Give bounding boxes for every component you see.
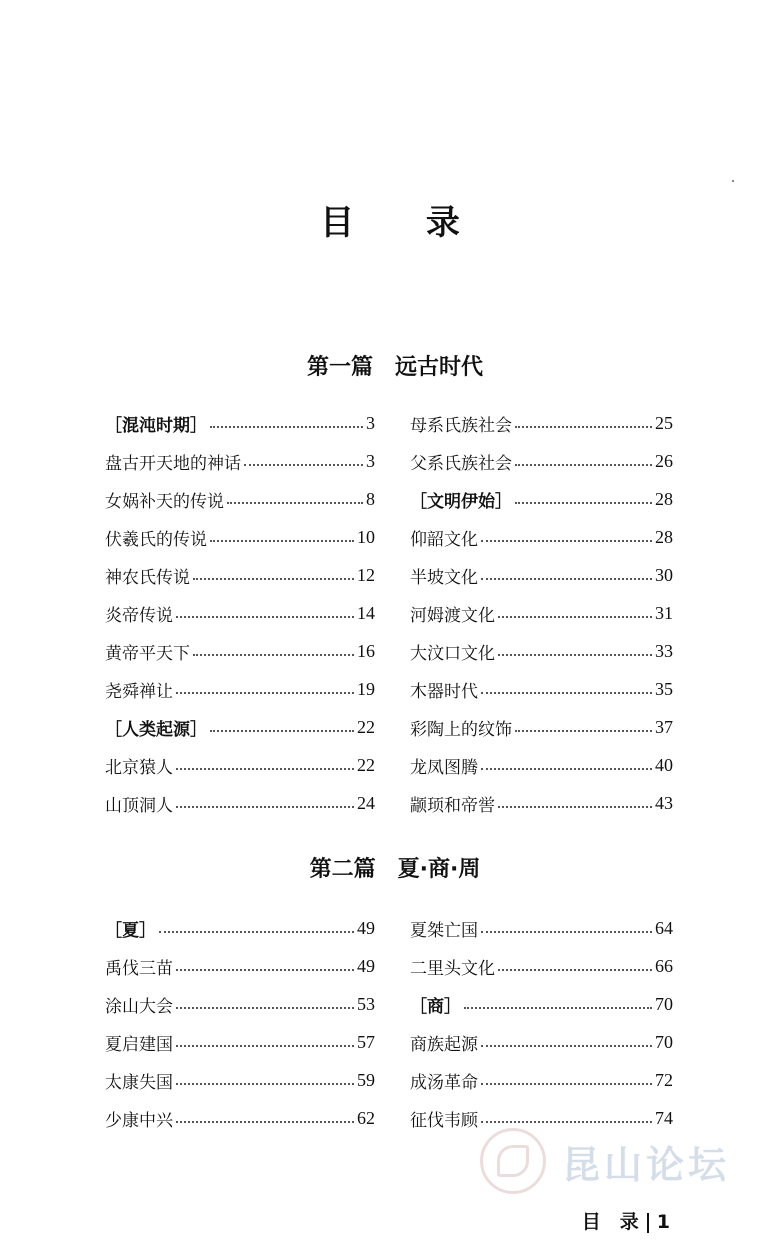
toc-section-heading[interactable] <box>410 484 673 514</box>
toc-entry[interactable] <box>410 598 673 628</box>
dot-leader <box>176 1121 354 1123</box>
dot-leader <box>159 931 354 933</box>
toc-entry-title: 仰韶文化 <box>410 529 478 550</box>
toc-entry-page-number: 64 <box>655 917 673 938</box>
toc-entry-page-number: 22 <box>357 754 375 775</box>
toc-entry-page-number: 49 <box>357 955 375 976</box>
toc-entry[interactable] <box>410 446 673 476</box>
dot-leader <box>176 1045 354 1047</box>
toc-entry-title: 父系氏族社会 <box>410 453 512 474</box>
toc-entry-title: ［商］ <box>410 996 461 1017</box>
dot-leader <box>210 730 354 732</box>
watermark-seal-icon <box>480 1128 546 1194</box>
toc-entry-page-number: 33 <box>655 640 673 661</box>
toc-section-heading[interactable] <box>410 989 673 1019</box>
toc-entry-page-number: 53 <box>357 993 375 1014</box>
toc-entry-page-number: 30 <box>655 564 673 585</box>
toc-entry-title: 商族起源 <box>410 1034 478 1055</box>
dot-leader <box>481 578 652 580</box>
toc-entry-page-number: 59 <box>357 1069 375 1090</box>
toc-entry-page-number: 3 <box>366 450 375 471</box>
dot-leader <box>210 540 354 542</box>
toc-entry-page-number: 62 <box>357 1107 375 1128</box>
toc-entry[interactable] <box>410 674 673 704</box>
toc-entry-page-number: 28 <box>655 526 673 547</box>
dot-leader <box>176 692 354 694</box>
page-title: 目 录 <box>320 203 490 243</box>
toc-entry[interactable] <box>105 636 375 666</box>
toc-entry-page-number: 26 <box>655 450 673 471</box>
toc-section-heading[interactable] <box>105 913 375 943</box>
dot-leader <box>515 502 652 504</box>
dot-leader <box>464 1007 652 1009</box>
toc-entry-title: 尧舜禅让 <box>105 681 173 702</box>
toc-entry[interactable] <box>410 712 673 742</box>
toc-entry-title: 盘古开天地的神话 <box>105 453 241 474</box>
toc-entry-page-number: 70 <box>655 993 673 1014</box>
toc-entry[interactable] <box>410 560 673 590</box>
dot-leader <box>498 969 652 971</box>
toc-entry-page-number: 37 <box>655 716 673 737</box>
toc-entry-title: 伏羲氏的传说 <box>105 529 207 550</box>
toc-entry[interactable] <box>105 484 375 514</box>
toc-entry-title: 成汤革命 <box>410 1072 478 1093</box>
toc-entry-title: 夏启建国 <box>105 1034 173 1055</box>
dot-leader <box>481 1083 652 1085</box>
toc-entry-page-number: 8 <box>366 488 375 509</box>
toc-entry[interactable] <box>410 1027 673 1057</box>
toc-entry-page-number: 10 <box>357 526 375 547</box>
footer-divider <box>647 1213 649 1233</box>
toc-entry-page-number: 70 <box>655 1031 673 1052</box>
dot-leader <box>176 616 354 618</box>
toc-entry-title: 夏桀亡国 <box>410 920 478 941</box>
footer-label: 目 录 <box>581 1211 639 1233</box>
toc-section-heading[interactable] <box>105 712 375 742</box>
watermark <box>480 1128 730 1194</box>
toc-entry-title: 神农氏传说 <box>105 567 190 588</box>
toc-entry-page-number: 35 <box>655 678 673 699</box>
dot-leader <box>481 768 652 770</box>
toc-entry-page-number: 3 <box>366 412 375 433</box>
toc-entry-title: 少康中兴 <box>105 1110 173 1131</box>
scan-speck <box>732 180 734 182</box>
toc-entry[interactable] <box>105 598 375 628</box>
toc-entry[interactable] <box>105 674 375 704</box>
watermark-text: 昆山论坛 <box>562 1142 731 1187</box>
dot-leader <box>193 654 354 656</box>
toc-entry-title: 大汶口文化 <box>410 643 495 664</box>
toc-entry[interactable] <box>105 446 375 476</box>
toc-entry-title: 山顶洞人 <box>105 795 173 816</box>
toc-entry-page-number: 25 <box>655 412 673 433</box>
toc-entry-page-number: 66 <box>655 955 673 976</box>
toc-entry[interactable] <box>105 560 375 590</box>
toc-entry-title: ［混沌时期］ <box>105 415 207 436</box>
toc-entry[interactable] <box>410 951 673 981</box>
dot-leader <box>176 768 354 770</box>
toc-entry-page-number: 31 <box>655 602 673 623</box>
footer-page-number: 1 <box>656 1211 670 1233</box>
toc-entry[interactable] <box>410 788 673 818</box>
toc-entry-title: 母系氏族社会 <box>410 415 512 436</box>
dot-leader <box>481 692 652 694</box>
dot-leader <box>193 578 354 580</box>
toc-entry[interactable] <box>105 1103 375 1133</box>
dot-leader <box>481 1121 652 1123</box>
toc-entry-title: 禹伐三苗 <box>105 958 173 979</box>
toc-entry[interactable] <box>410 522 673 552</box>
toc-entry-title: 龙凤图腾 <box>410 757 478 778</box>
toc-entry-title: 女娲补天的传说 <box>105 491 224 512</box>
toc-entry-title: 河姆渡文化 <box>410 605 495 626</box>
part-1-heading: 第一篇 远古时代 <box>306 355 483 380</box>
dot-leader <box>498 654 652 656</box>
toc-entry[interactable] <box>105 1065 375 1095</box>
toc-entry[interactable] <box>410 636 673 666</box>
toc-entry-page-number: 49 <box>357 917 375 938</box>
toc-entry-title: 北京猿人 <box>105 757 173 778</box>
dot-leader <box>210 426 363 428</box>
toc-entry-page-number: 43 <box>655 792 673 813</box>
dot-leader <box>481 931 652 933</box>
toc-entry-title: 彩陶上的纹饰 <box>410 719 512 740</box>
dot-leader <box>515 464 652 466</box>
part-2-heading: 第二篇 夏·商·周 <box>309 857 481 882</box>
dot-leader <box>176 1007 354 1009</box>
dot-leader <box>244 464 363 466</box>
toc-entry[interactable] <box>105 750 375 780</box>
toc-entry-title: 颛顼和帝喾 <box>410 795 495 816</box>
toc-entry[interactable] <box>410 750 673 780</box>
toc-entry-title: ［夏］ <box>105 920 156 941</box>
toc-entry-title: 黄帝平天下 <box>105 643 190 664</box>
toc-entry-page-number: 22 <box>357 716 375 737</box>
toc-entry-title: 二里头文化 <box>410 958 495 979</box>
toc-entry-title: 半坡文化 <box>410 567 478 588</box>
dot-leader <box>498 806 652 808</box>
dot-leader <box>176 969 354 971</box>
dot-leader <box>176 806 354 808</box>
toc-entry-page-number: 72 <box>655 1069 673 1090</box>
toc-entry-page-number: 74 <box>655 1107 673 1128</box>
toc-entry-title: 征伐韦顾 <box>410 1110 478 1131</box>
toc-section-heading[interactable] <box>105 408 375 438</box>
toc-entry-page-number: 40 <box>655 754 673 775</box>
toc-entry-page-number: 16 <box>357 640 375 661</box>
toc-entry[interactable] <box>105 951 375 981</box>
dot-leader <box>481 1045 652 1047</box>
toc-entry-page-number: 57 <box>357 1031 375 1052</box>
toc-entry-page-number: 19 <box>357 678 375 699</box>
toc-entry-page-number: 28 <box>655 488 673 509</box>
dot-leader <box>515 426 652 428</box>
toc-entry-page-number: 24 <box>357 792 375 813</box>
toc-entry[interactable] <box>105 522 375 552</box>
toc-entry[interactable] <box>410 1065 673 1095</box>
dot-leader <box>227 502 363 504</box>
toc-entry-title: 太康失国 <box>105 1072 173 1093</box>
toc-entry-title: 木器时代 <box>410 681 478 702</box>
toc-entry-page-number: 14 <box>357 602 375 623</box>
toc-entry-title: 涂山大会 <box>105 996 173 1017</box>
toc-entry[interactable] <box>105 1027 375 1057</box>
toc-entry[interactable] <box>410 408 673 438</box>
toc-entry[interactable] <box>410 913 673 943</box>
dot-leader <box>515 730 652 732</box>
toc-entry-page-number: 12 <box>357 564 375 585</box>
dot-leader <box>498 616 652 618</box>
toc-entry-title: 炎帝传说 <box>105 605 173 626</box>
toc-entry-title: ［文明伊始］ <box>410 491 512 512</box>
toc-entry-title: ［人类起源］ <box>105 719 207 740</box>
dot-leader <box>176 1083 354 1085</box>
page-footer <box>582 1207 670 1234</box>
toc-entry[interactable] <box>105 989 375 1019</box>
dot-leader <box>481 540 652 542</box>
toc-entry[interactable] <box>105 788 375 818</box>
